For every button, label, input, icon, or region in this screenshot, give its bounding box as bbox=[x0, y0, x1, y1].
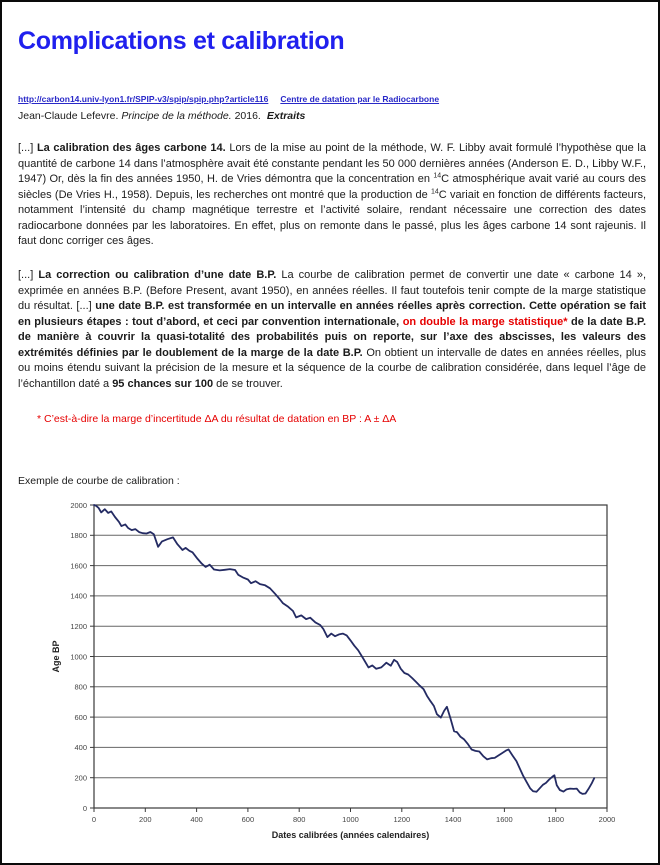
svg-text:1000: 1000 bbox=[342, 815, 359, 824]
svg-text:1800: 1800 bbox=[70, 531, 87, 541]
chart-ticks bbox=[90, 505, 607, 812]
svg-text:1400: 1400 bbox=[444, 815, 462, 824]
source-links-row bbox=[18, 94, 642, 104]
page-title: Complications et calibration bbox=[18, 26, 345, 55]
svg-text:0: 0 bbox=[91, 815, 97, 824]
text-run: La calibration des âges carbone 14. bbox=[36, 142, 230, 154]
chart-tick-labels bbox=[70, 501, 615, 824]
svg-text:800: 800 bbox=[74, 682, 87, 692]
calibration-chart-svg bbox=[47, 499, 622, 851]
x-axis-label: Dates calibrées (années calendaires) bbox=[271, 830, 430, 840]
text-run: La courbe de calibration permet de convertir une date « carbone 14 », exprimée en années B.P. (Before Present, avant 1950), en années réelles. Il faut toutefois tenir compte de la marge statistique du résultat. [...] bbox=[18, 269, 647, 312]
svg-text:0: 0 bbox=[82, 803, 87, 813]
text-run: on double la marge statistique* bbox=[402, 315, 568, 328]
text-run: une date B.P. est transformée en un intervalle en années réelles après correction. Cette opération se fait en plusieurs étapes : tout d’abord, et ceci par convention internationale, bbox=[18, 300, 646, 328]
svg-text:1600: 1600 bbox=[496, 815, 513, 824]
text-run: Extraits bbox=[266, 110, 306, 122]
svg-text:1600: 1600 bbox=[70, 561, 87, 571]
source-url-link[interactable]: http://carbon14.univ-lyon1.fr/SPIP-v3/spip/spip.php?article116 bbox=[18, 94, 269, 104]
y-axis-label: Age BP bbox=[51, 640, 61, 673]
text-run: 14 bbox=[433, 172, 442, 180]
text-run: Principe de la méthode. bbox=[121, 110, 232, 122]
svg-text:1800: 1800 bbox=[547, 815, 565, 824]
svg-text:600: 600 bbox=[241, 815, 255, 824]
calibration-chart bbox=[47, 499, 622, 851]
text-run: 2016. bbox=[231, 110, 261, 122]
text-run: On obtient un intervalle de dates en années réelles, plus ou moins étendu suivant la précision de la mesure et la séquence de la courbe de calibration considérée, dans lequel l’âge de l’échantillon daté a bbox=[18, 346, 646, 390]
text-run: [...] bbox=[18, 142, 37, 154]
body-paragraph-correction bbox=[18, 268, 646, 392]
svg-text:400: 400 bbox=[190, 815, 203, 824]
text-run: 14 bbox=[431, 187, 439, 195]
calibration-curve bbox=[94, 505, 594, 794]
svg-text:1200: 1200 bbox=[393, 815, 411, 824]
source-org-link[interactable]: Centre de datation par le Radiocarbone bbox=[280, 94, 440, 104]
svg-text:1400: 1400 bbox=[70, 591, 87, 601]
svg-text:200: 200 bbox=[139, 815, 152, 824]
svg-text:2000: 2000 bbox=[70, 500, 87, 510]
citation-line bbox=[18, 110, 642, 122]
svg-text:600: 600 bbox=[74, 712, 87, 722]
svg-text:2000: 2000 bbox=[598, 815, 616, 824]
text-run: C atmosphérique avait varié au cours des siècles (De Vries H., 1958). Depuis, les recherches ont montré que la production de bbox=[18, 173, 646, 201]
text-run: La correction ou calibration d’une date B.P. bbox=[38, 269, 282, 281]
svg-text:400: 400 bbox=[74, 743, 87, 753]
text-run: [...] bbox=[18, 269, 39, 281]
text-run: Jean-Claude Lefevre. bbox=[18, 110, 122, 122]
text-run: C variait en fonction de différents facteurs, notamment l’intensité du champ magnétique terrestre et l’activité solaire, rendant nécessaire une correction des dates radiocarbone données par les laboratoires. En effet, plus on remonte dans le passé, plus les âges carbone 14 sont rajeunis. Il faut donc corriger ces âges. bbox=[18, 188, 646, 247]
text-run: Lors de la mise au point de la méthode, W. F. Libby avait formulé l’hypothèse que la quantité de carbone 14 dans l’atmosphère avait été constante pendant les 50 000 dernières années (Anderson E. D., Libby W.F., 1947) Or, dès la fin des années 1950, H. de Vries démontra que la concentration en bbox=[18, 142, 646, 185]
svg-text:800: 800 bbox=[292, 815, 306, 824]
text-run: de la date B.P. de manière à couvrir la quasi-totalité des probabilités puis on reporte, sur l’axe des abscisses, les valeurs des extrémités définies par le doublement de la marge de la date B.P. bbox=[18, 315, 646, 359]
body-paragraph-calibration bbox=[18, 141, 646, 250]
chart-gridlines bbox=[94, 535, 607, 777]
text-run: de se trouver. bbox=[213, 377, 283, 390]
svg-text:200: 200 bbox=[74, 773, 87, 783]
svg-text:1200: 1200 bbox=[70, 622, 87, 631]
text-run: 95 chances sur 100 bbox=[112, 377, 214, 390]
chart-caption: Exemple de courbe de calibration : bbox=[18, 475, 180, 487]
footnote-red: * C’est-à-dire la marge d’incertitude ΔA du résultat de datation en BP : A ± ΔA bbox=[37, 413, 397, 425]
svg-text:1000: 1000 bbox=[70, 652, 87, 662]
